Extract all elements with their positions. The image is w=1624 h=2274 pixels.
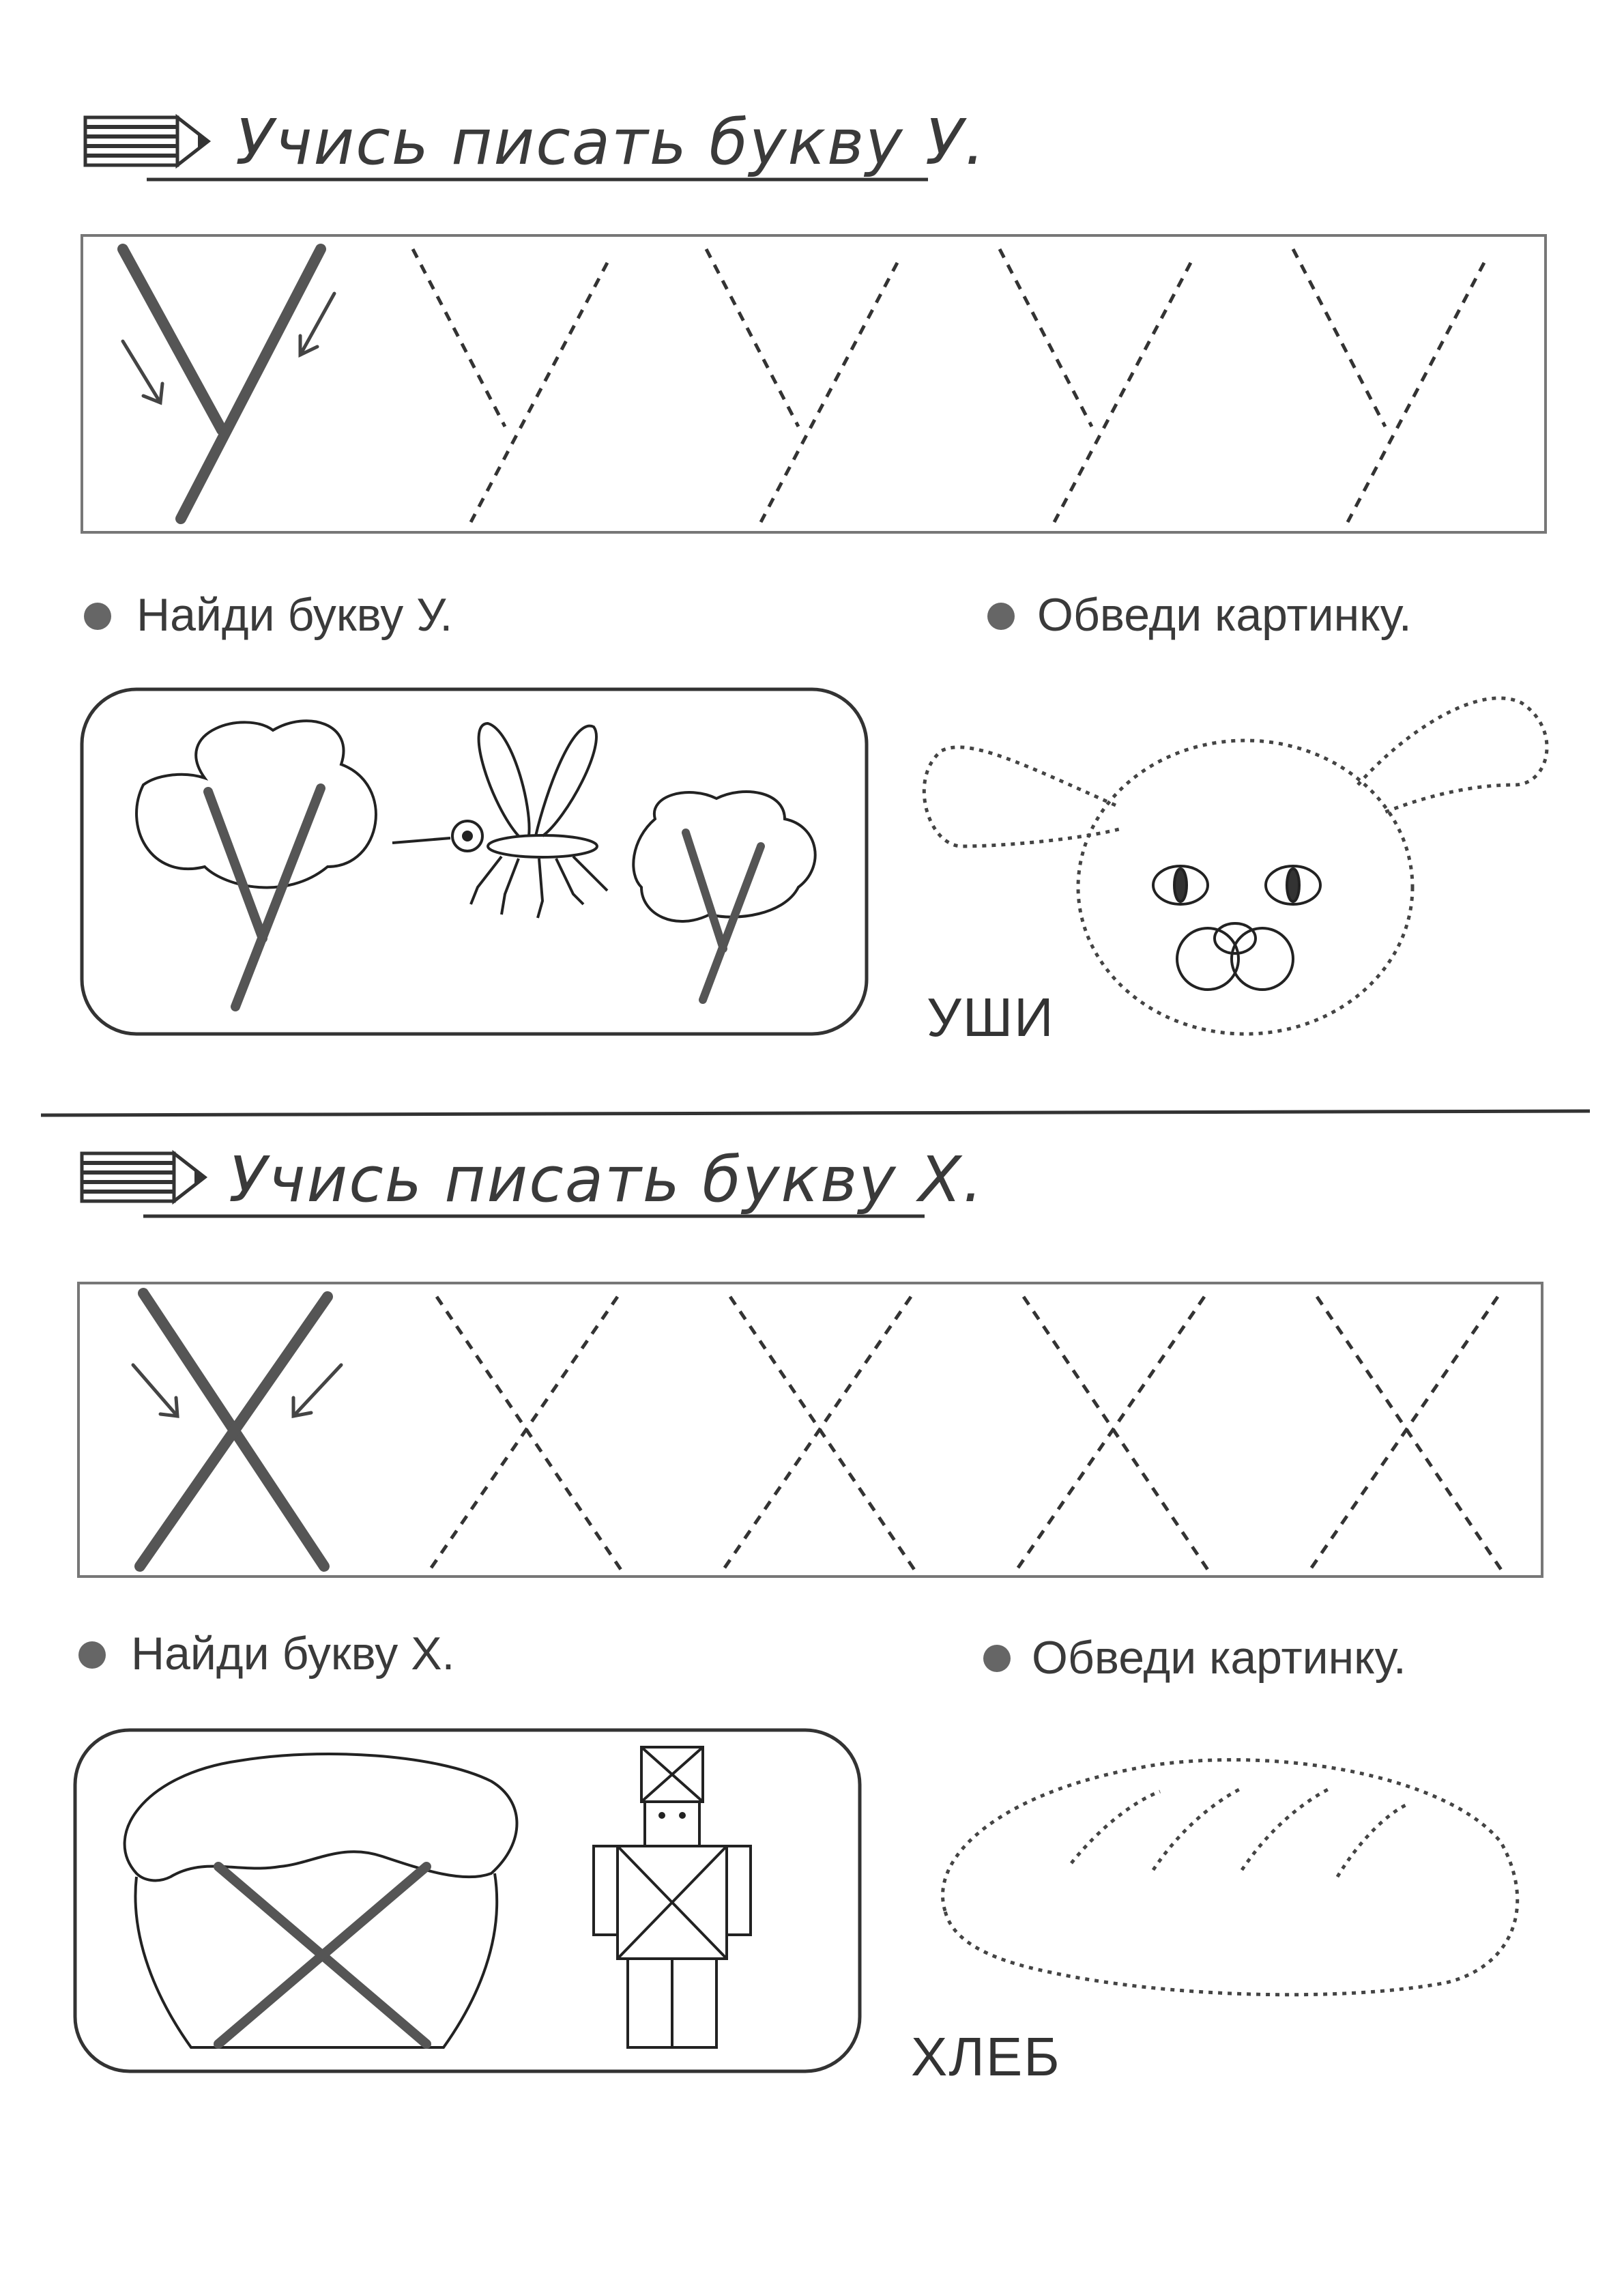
- mosquito: [392, 723, 607, 918]
- sample-letter-x: [140, 1293, 328, 1566]
- dotted-bread: [943, 1760, 1518, 1995]
- find-letter-label-u: Найди букву У.: [136, 589, 453, 641]
- sample-letter-u: [123, 249, 321, 519]
- find-letter-label-x: Найди букву Х.: [131, 1628, 455, 1680]
- pencil-icon: [85, 117, 208, 165]
- section-divider: [41, 1111, 1590, 1115]
- stroke-arrows-x: [133, 1365, 341, 1416]
- dotted-letters-x: [430, 1297, 1501, 1570]
- section-title-u: Учись писать букву У.: [235, 106, 987, 179]
- dotted-letters-u: [413, 249, 1484, 522]
- cake-letter-x: [218, 1867, 426, 2044]
- trace-picture-label-u: Обведи картинку.: [1037, 589, 1412, 641]
- trace-picture-label-x: Обведи картинку.: [1032, 1632, 1406, 1684]
- cake: [125, 1754, 517, 2047]
- tree-1: [136, 721, 376, 887]
- pencil-icon: [82, 1153, 205, 1201]
- bullet-dot-icon: [84, 603, 111, 630]
- bullet-dot-icon: [78, 1641, 106, 1669]
- dotted-bunny: [924, 698, 1547, 1034]
- tree-letter-u-1: [208, 788, 321, 1007]
- find-letter-box-x: [75, 1730, 860, 2071]
- picture-word-khleb: ХЛЕБ: [911, 2026, 1061, 2087]
- section-title-x: Учись писать букву Х.: [229, 1143, 985, 1216]
- picture-word-ushi: УШИ: [927, 987, 1055, 1048]
- tree-2: [633, 792, 815, 921]
- bunny-face: [1153, 866, 1320, 990]
- bullet-dot-icon: [983, 1645, 1011, 1672]
- toy-soldier: [594, 1747, 751, 2047]
- bullet-dot-icon: [987, 603, 1015, 630]
